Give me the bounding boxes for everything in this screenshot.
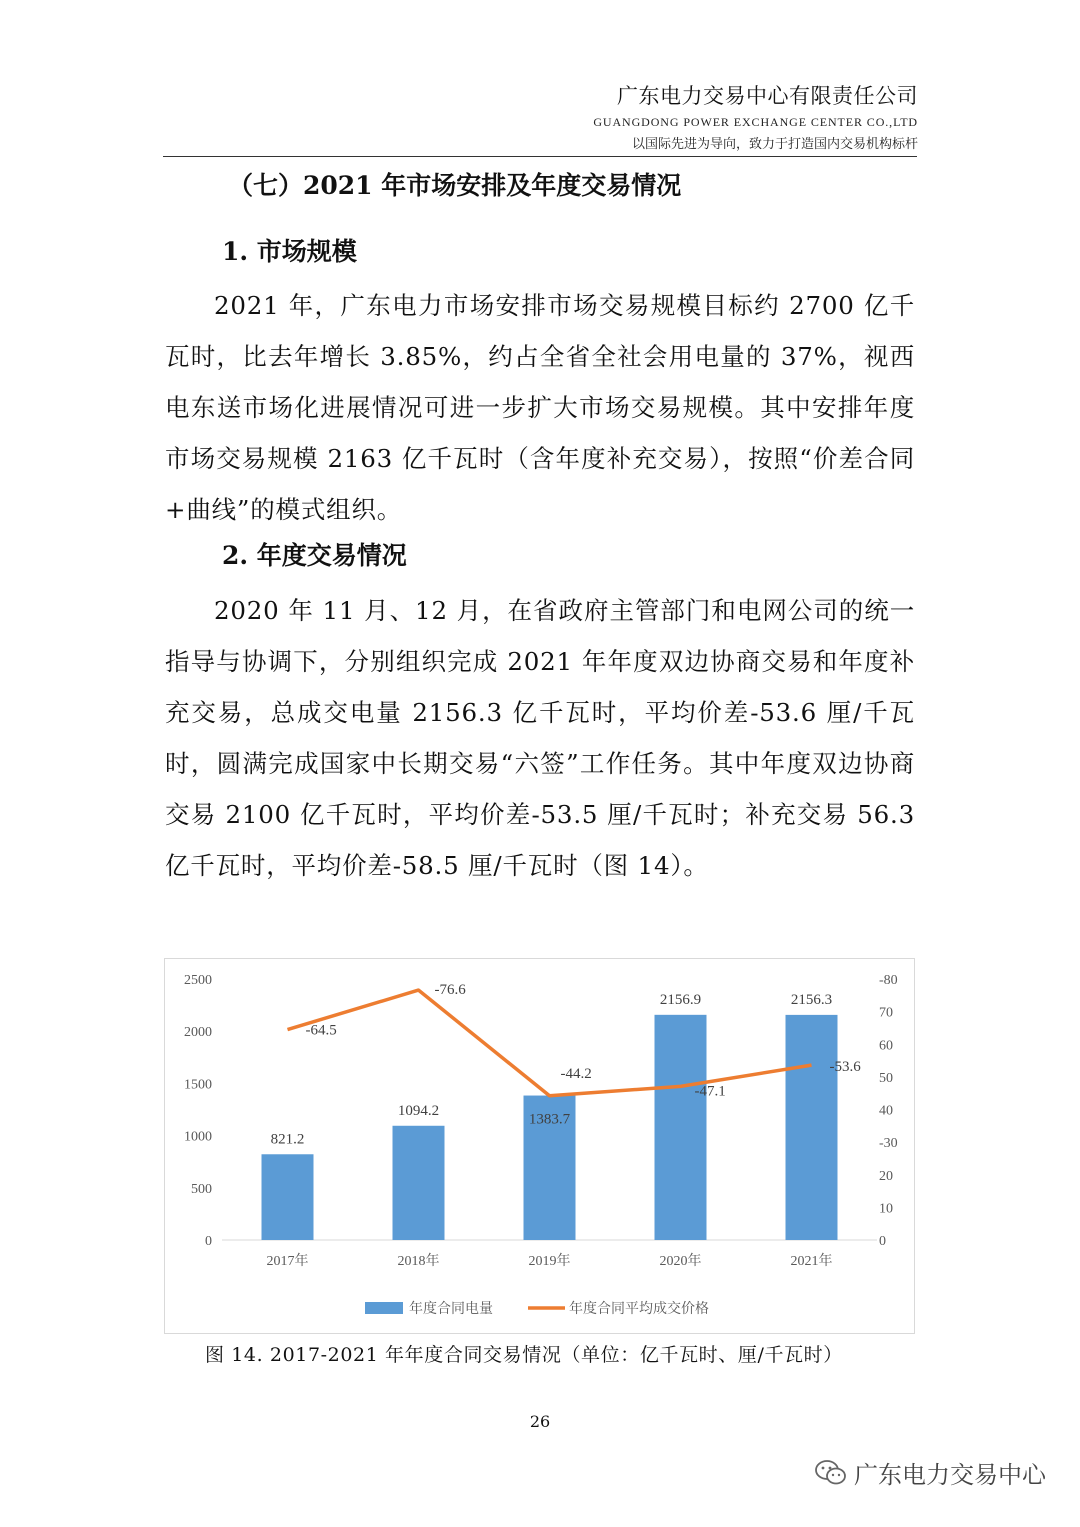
line-data-label: -64.5 [305, 1022, 337, 1039]
chart-canvas [165, 959, 916, 1335]
legend-swatch-bar [365, 1302, 403, 1314]
page-header [593, 80, 918, 152]
bar-data-label: 1094.2 [397, 1102, 440, 1119]
page-number: 26 [529, 1412, 551, 1431]
bar-data-label: 1383.7 [528, 1111, 571, 1128]
bar [786, 1015, 838, 1240]
x-tick-label: 2018年 [397, 1254, 440, 1269]
line-data-label: -76.6 [434, 982, 466, 999]
wechat-icon [814, 1458, 848, 1488]
paragraph-annual-trading: 2020 年 11 月、12 月，在省政府主管部门和电网公司的统一指导与协调下，分别组织完成 2021 年年度双边协商交易和年度补充交易，总成交电量 2156.3 亿千瓦时，平均价差-53.6 厘/千瓦时，圆满完成国家中长期交易“六签”工作任务。其中年度双边协商交易 2100 亿千瓦时，平均价差-53.5 厘/千瓦时；补充交易 56.3 亿千瓦时，平均价差-58.5 厘/千瓦时（图 14）。 [165, 596, 915, 880]
y-right-tick-label: -30 [879, 1136, 898, 1152]
subsection-title-market-scale: 1. 市场规模 [222, 237, 357, 266]
y-left-tick-label: 500 [191, 1181, 212, 1197]
annual-contract-chart [164, 958, 915, 1334]
bar-data-label: 821.2 [270, 1131, 305, 1148]
y-left-tick-label: 2500 [184, 973, 212, 988]
y-right-tick-label: 20 [879, 1168, 893, 1184]
company-name-cn: 广东电力交易中心有限责任公司 [617, 84, 918, 108]
company-name-en: GUANGDONG POWER EXCHANGE CENTER CO.,LTD [593, 115, 918, 129]
section-title: （七）2021 年市场安排及年度交易情况 [228, 171, 682, 200]
y-right-tick-label: 50 [879, 1070, 893, 1086]
y-right-tick-label: 0 [879, 1234, 886, 1249]
y-left-tick-label: 1000 [184, 1129, 212, 1145]
header-divider [163, 156, 917, 157]
y-right-tick-label: 60 [879, 1038, 893, 1054]
line-data-label: -53.6 [829, 1059, 861, 1076]
x-tick-label: 2019年 [528, 1254, 571, 1269]
y-left-tick-label: 0 [205, 1234, 212, 1249]
x-tick-label: 2017年 [266, 1254, 309, 1269]
series-line [288, 990, 812, 1096]
subsection-title-annual-trading: 2. 年度交易情况 [222, 541, 407, 570]
x-tick-label: 2021年 [790, 1254, 833, 1269]
y-right-tick-label: 40 [879, 1103, 893, 1119]
bar [393, 1126, 445, 1240]
legend-label-bar: 年度合同电量 [409, 1301, 493, 1317]
x-tick-label: 2020年 [659, 1254, 702, 1269]
bar-data-label: 2156.9 [659, 991, 702, 1008]
y-right-tick-label: 10 [879, 1201, 893, 1217]
y-right-tick-label: 70 [879, 1005, 893, 1021]
line-data-label: -47.1 [694, 1083, 726, 1100]
figure-caption: 图 14. 2017-2021 年年度合同交易情况（单位：亿千瓦时、厘/千瓦时） [205, 1344, 843, 1366]
y-right-tick-label: -80 [879, 973, 898, 988]
legend-label-line: 年度合同平均成交价格 [569, 1301, 709, 1317]
y-left-tick-label: 2000 [184, 1025, 212, 1041]
bar-data-label: 2156.3 [790, 991, 833, 1008]
company-slogan: 以国际先进为导向，致力于打造国内交易机构标杆 [631, 137, 918, 152]
paragraph-market-scale: 2021 年，广东电力市场安排市场交易规模目标约 2700 亿千瓦时，比去年增长 3.85%，约占全省全社会用电量的 37%，视西电东送市场化进展情况可进一步扩大市场交易规模。其中安排年度市场交易规模 2163 亿千瓦时（含年度补充交易），按照“价差合同+曲线”的模式组织。 [165, 291, 915, 524]
bar [655, 1015, 707, 1240]
watermark-text: 广东电力交易中心 [854, 1461, 1046, 1489]
watermark [814, 1455, 1046, 1490]
bar [262, 1154, 314, 1240]
line-data-label: -44.2 [560, 1065, 592, 1082]
y-left-tick-label: 1500 [184, 1077, 212, 1093]
